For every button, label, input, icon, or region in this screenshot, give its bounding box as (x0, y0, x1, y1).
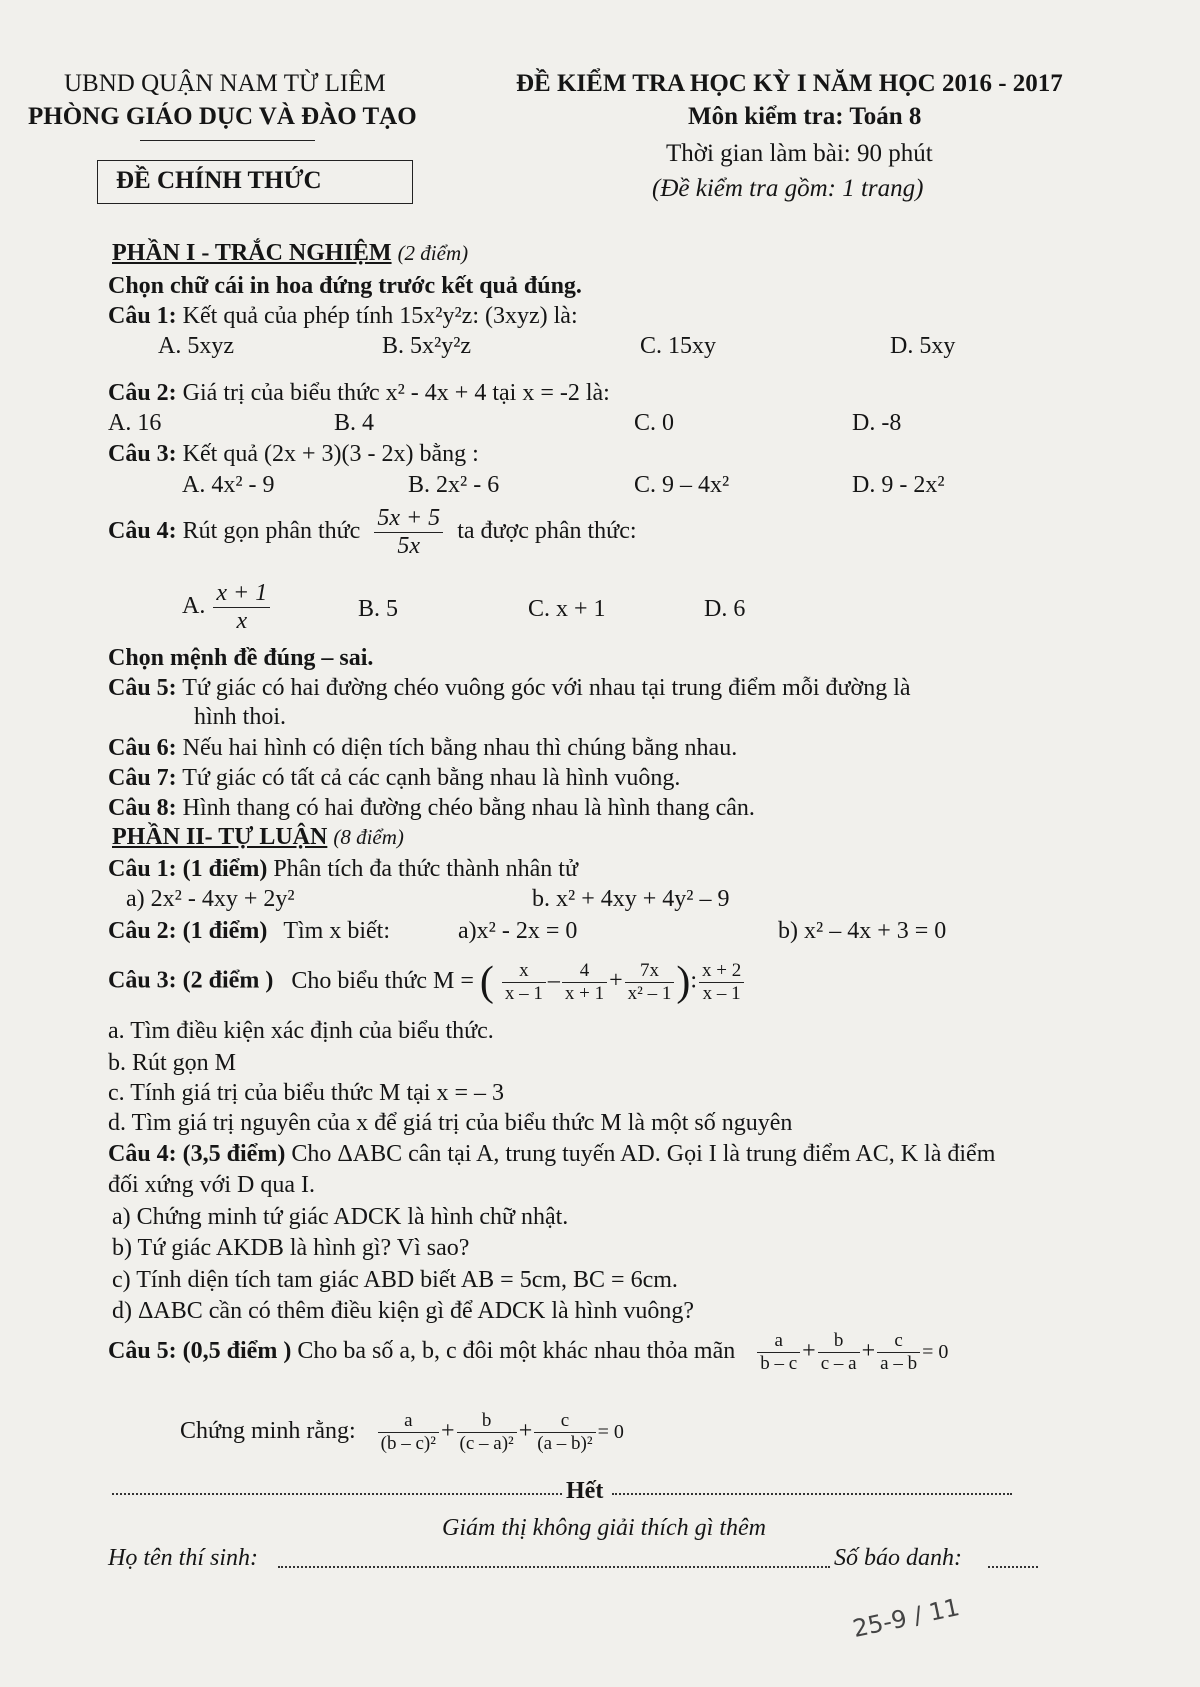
close-paren: ) (676, 959, 691, 1005)
q4-option-c: C. x + 1 (528, 596, 606, 622)
prove-f2-den: (c – a)² (457, 1432, 517, 1455)
essay-q2-part-b: b) x² – 4x + 3 = 0 (778, 918, 947, 944)
q6-text: Nếu hai hình có diện tích bằng nhau thì chúng bằng nhau. (182, 735, 738, 761)
essay-q2-text: Tìm x biết: (283, 918, 390, 944)
cond-f1-num: a (774, 1330, 783, 1351)
q3-option-d: D. 9 - 2x² (852, 472, 945, 498)
q3-option-a: A. 4x² - 9 (182, 472, 275, 498)
q4-option-a-denominator: x (213, 607, 270, 635)
end-dots-left (112, 1493, 562, 1495)
essay-q3-part-b: b. Rút gọn M (108, 1050, 237, 1076)
q5-line1: Tứ giác có hai đường chéo vuông góc với nhau tại trung điểm mỗi đường là (182, 675, 911, 701)
part1-points: (2 điểm) (397, 241, 469, 265)
essay-question-4 (108, 1141, 995, 1168)
essay-q5-prove: Chứng minh rằng: $\frac{a}{\text{(b – c)²}}$ + $\frac{b}{\text{(c – a)²}}$ + $\frac{c}{\text{(a – b)²}}$ = 0 (180, 1410, 624, 1454)
essay-q4-part-d: d) ΔABC cần có thêm điều kiện gì để ADCK là hình vuông? (112, 1298, 694, 1324)
q7-label: Câu 7: (108, 765, 177, 791)
essay-q4-part-b: b) Tứ giác AKDB là hình gì? Vì sao? (112, 1235, 470, 1261)
candidate-name-label: Họ tên thí sinh: (108, 1545, 258, 1571)
exam-pages: (Đề kiểm tra gồm: 1 trang) (652, 175, 924, 202)
essay-question-3: Câu 3: (2 điểm ) Cho biểu thức M = ( $\frac{x}{x - 1}$ – $\frac{4}{x + 1}$ + $\frac{7x}{\text{x² – 1}}$ ): $\frac{x + 2}{x - 1}$ (108, 958, 746, 1006)
cond-f3-den: a – b (877, 1352, 920, 1375)
essay-question-5: Câu 5: (0,5 điểm ) Cho ba số a, b, c đôi một khác nhau thỏa mãn $\frac{a}{b - c}$ + $\frac{b}{c - a}$ + $\frac{c}{a - b}$ = 0 (108, 1330, 949, 1374)
essay-q1-part-a: a) 2x² - 4xy + 2y² (126, 886, 295, 912)
cond-fraction-1 (757, 1330, 800, 1375)
essay-q3-text: Cho biểu thức M = (291, 967, 474, 994)
q2-text: Giá trị của biểu thức x² - 4x + 4 tại x = -2 là: (182, 380, 610, 406)
q4-option-b: B. 5 (358, 596, 399, 622)
m-f4-num: x + 2 (702, 959, 742, 981)
proctor-note: Giám thị không giải thích gì thêm (442, 1515, 766, 1541)
question-5 (108, 675, 911, 702)
part2-heading (112, 824, 404, 851)
q2-option-c: C. 0 (634, 410, 675, 436)
q6-label: Câu 6: (108, 735, 177, 761)
essay-question-2 (108, 918, 390, 945)
m-f1-num: x (519, 959, 529, 981)
end-label: Hết (566, 1478, 604, 1504)
question-3 (108, 441, 479, 468)
q7-text: Tứ giác có tất cả các cạnh bằng nhau là hình vuông. (182, 765, 681, 791)
q3-option-c: C. 9 – 4x² (634, 472, 730, 498)
essay-q3-part-c: c. Tính giá trị của biểu thức M tại x = – 3 (108, 1080, 505, 1106)
essay-q4-part-a: a) Chứng minh tứ giác ADCK là hình chữ nhật. (112, 1204, 569, 1230)
q4-option-a-numerator: x + 1 (216, 580, 268, 606)
question-6 (108, 735, 737, 762)
m-f4-den: x – 1 (699, 982, 744, 1005)
part2-points: (8 điểm) (333, 825, 404, 849)
cond-fraction-3 (877, 1330, 920, 1375)
q5-line2: hình thoi. (194, 704, 287, 730)
q5-label: Câu 5: (108, 675, 177, 701)
m-fraction-4 (699, 960, 744, 1005)
exam-duration: Thời gian làm bài: 90 phút (666, 140, 933, 167)
q4-option-a-fraction (213, 580, 270, 635)
essay-q3-label: Câu 3: (2 điểm ) (108, 967, 274, 994)
prove-equals: = 0 (597, 1421, 624, 1444)
prove-label: Chứng minh rằng: (180, 1418, 356, 1445)
q4-option-a-label: A. (182, 593, 206, 620)
cond-f1-den: b – c (757, 1352, 800, 1375)
essay-q4-part-c: c) Tính diện tích tam giác ABD biết AB = 5cm, BC = 6cm. (112, 1267, 678, 1293)
essay-question-1 (108, 856, 578, 883)
dept-name: UBND QUẬN NAM TỪ LIÊM (64, 70, 386, 97)
q3-label: Câu 3: (108, 441, 177, 467)
cond-f2-num: b (833, 1330, 844, 1351)
candidate-id-label: Số báo danh: (834, 1545, 962, 1571)
exam-subject: Môn kiểm tra: Toán 8 (688, 103, 922, 130)
prove-f1-den: (b – c)² (378, 1432, 439, 1455)
prove-f3-num: c (560, 1410, 570, 1431)
m-f3-num: 7x (639, 959, 659, 981)
question-8 (108, 795, 755, 822)
q4-fraction (374, 505, 443, 560)
part1-heading (112, 240, 468, 267)
essay-q3-part-a: a. Tìm điều kiện xác định của biểu thức. (108, 1018, 494, 1044)
q1-option-b: B. 5x²y²z (382, 333, 472, 359)
open-paren: ( (479, 959, 494, 1005)
part1-title: PHẦN I - TRẮC NGHIỆM (112, 240, 392, 266)
q2-label: Câu 2: (108, 380, 177, 406)
q4-text-before: Rút gọn phân thức (182, 518, 361, 545)
cond-fraction-2 (818, 1330, 860, 1375)
essay-q1-label: Câu 1: (1 điểm) (108, 856, 268, 882)
essay-q2-part-a: a)x² - 2x = 0 (458, 918, 578, 944)
question-2 (108, 380, 610, 407)
office-name: PHÒNG GIÁO DỤC VÀ ĐÀO TẠO (28, 103, 417, 130)
q8-text: Hình thang có hai đường chéo bằng nhau là hình thang cân. (182, 795, 755, 821)
q3-text: Kết quả (2x + 3)(3 - 2x) bằng : (182, 441, 479, 467)
candidate-id-dots (988, 1566, 1038, 1568)
prove-f3-den: (a – b)² (534, 1432, 595, 1455)
essay-q3-part-d: d. Tìm giá trị nguyên của x để giá trị của biểu thức M là một số nguyên (108, 1110, 793, 1136)
m-f3-den: x² – 1 (625, 982, 675, 1005)
m-fraction-3 (625, 960, 675, 1005)
prove-f2-num: b (481, 1410, 492, 1431)
prove-fraction-1 (378, 1410, 439, 1455)
header-underline (140, 140, 315, 141)
essay-q4-line1: Cho ΔABC cân tại A, trung tuyến AD. Gọi I là trung điểm AC, K là điểm (291, 1141, 996, 1167)
q4-text-after: ta được phân thức: (457, 518, 637, 545)
q2-option-b: B. 4 (334, 410, 375, 436)
question-1 (108, 303, 578, 330)
essay-q5-label: Câu 5: (0,5 điểm ) (108, 1338, 292, 1365)
exam-title: ĐỀ KIỂM TRA HỌC KỲ I NĂM HỌC 2016 - 2017 (516, 70, 1063, 97)
cond-f2-den: c – a (818, 1352, 860, 1375)
q8-label: Câu 8: (108, 795, 177, 821)
prove-fraction-2 (457, 1410, 517, 1455)
question-7 (108, 765, 680, 792)
essay-q2-label: Câu 2: (1 điểm) (108, 918, 268, 944)
essay-q4-line2: đối xứng với D qua I. (108, 1172, 316, 1198)
end-dots-right (612, 1493, 1012, 1495)
q2-option-d: D. -8 (852, 410, 902, 436)
q4-label: Câu 4: (108, 518, 177, 545)
official-label: ĐỀ CHÍNH THỨC (116, 167, 322, 194)
q3-option-b: B. 2x² - 6 (408, 472, 500, 498)
m-f2-num: 4 (579, 959, 590, 981)
part1-instruction: Chọn chữ cái in hoa đứng trước kết quả đúng. (108, 273, 582, 299)
m-fraction-2 (562, 960, 607, 1005)
m-fraction-1 (502, 960, 546, 1005)
handwritten-note: 25-9 / 11 (850, 1593, 963, 1643)
q1-label: Câu 1: (108, 303, 177, 329)
essay-q4-label: Câu 4: (3,5 điểm) (108, 1141, 286, 1167)
m-f2-den: x + 1 (562, 982, 607, 1005)
candidate-name-dots (278, 1566, 830, 1568)
prove-f1-num: a (404, 1410, 413, 1431)
essay-q5-text: Cho ba số a, b, c đôi một khác nhau thỏa mãn (297, 1338, 736, 1365)
q4-option-d: D. 6 (704, 596, 746, 622)
part2-title: PHẦN II- TỰ LUẬN (112, 824, 328, 850)
q1-text: Kết quả của phép tính 15x²y²z: (3xyz) là: (182, 303, 578, 329)
cond-equals: = 0 (922, 1341, 949, 1364)
q4-fraction-denominator: 5x (374, 532, 443, 560)
q1-option-d: D. 5xy (890, 333, 956, 359)
q1-option-c: C. 15xy (640, 333, 717, 359)
q1-option-a: A. 5xyz (158, 333, 234, 359)
essay-q1-text: Phân tích đa thức thành nhân tử (273, 856, 578, 882)
m-f1-den: x – 1 (502, 982, 546, 1005)
prove-fraction-3 (534, 1410, 595, 1455)
q2-option-a: A. 16 (108, 410, 162, 436)
essay-q1-part-b: b. x² + 4xy + 4y² – 9 (532, 886, 730, 912)
q4-option-a (182, 580, 272, 635)
tf-instruction: Chọn mệnh đề đúng – sai. (108, 645, 374, 671)
question-4 (108, 505, 637, 560)
q4-fraction-numerator: 5x + 5 (377, 505, 441, 531)
cond-f3-num: c (894, 1330, 903, 1351)
